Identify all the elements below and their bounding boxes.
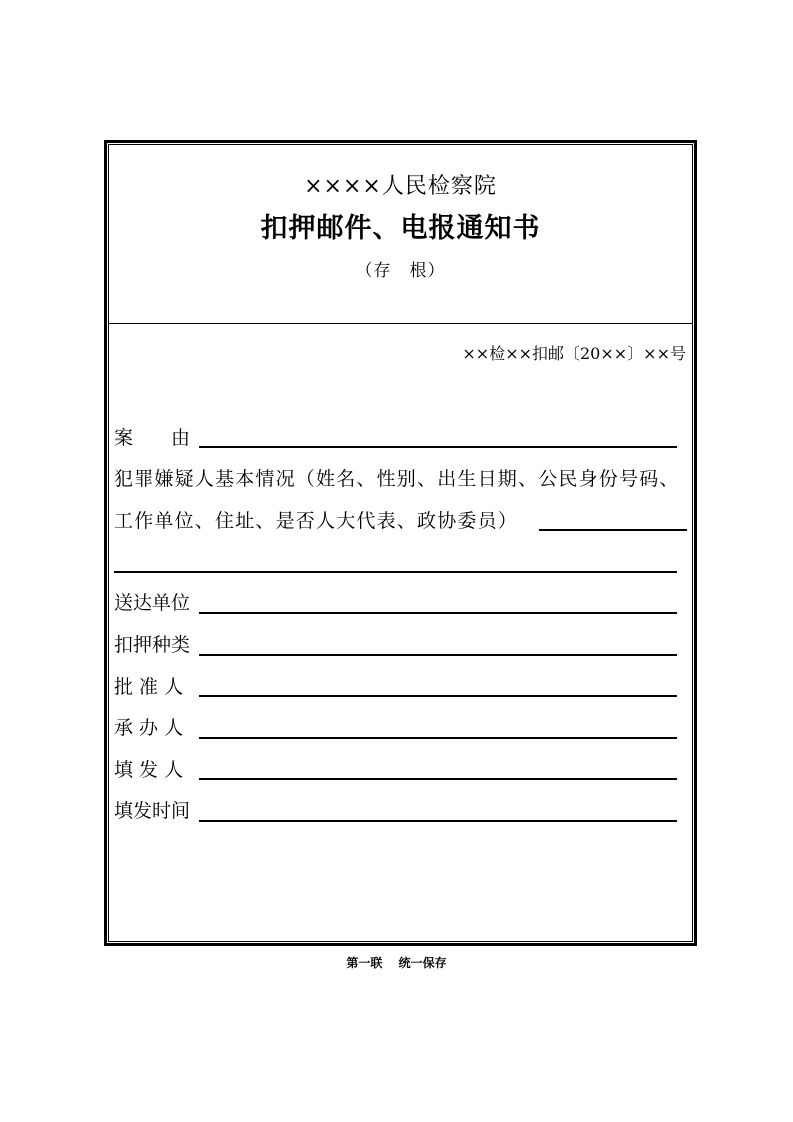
header-divider [108,323,693,324]
issuer-field[interactable] [199,778,677,780]
issuer-label: 填 发 人 [114,759,184,781]
case-reason-label: 案 由 [114,427,191,449]
delivery-unit-label: 送达单位 [114,592,191,614]
delivery-unit-field[interactable] [199,612,677,614]
approver-label: 批 准 人 [114,676,184,698]
suspect-info-label-line2: 工作单位、住址、是否人大代表、政协委员） [114,510,519,532]
handler-label: 承 办 人 [114,717,184,739]
seizure-type-field[interactable] [199,654,677,656]
suspect-info-field-line2[interactable] [114,571,677,573]
stub-label: （存 根） [355,261,446,281]
issue-time-label: 填发时间 [114,800,191,822]
approver-field[interactable] [199,695,677,697]
footer-note: 第一联 统一保存 [346,956,447,970]
agency-name: ××××人民检察院 [304,174,497,199]
case-reason-field[interactable] [199,446,677,448]
document-title: 扣押邮件、电报通知书 [260,213,541,244]
suspect-info-field-line1[interactable] [539,529,687,531]
seizure-type-label: 扣押种类 [114,634,191,656]
suspect-info-label-line1: 犯罪嫌疑人基本情况（姓名、性别、出生日期、公民身份号码、 [114,468,680,490]
handler-field[interactable] [199,737,677,739]
document-number: ××检××扣邮〔20××〕××号 [462,344,686,363]
issue-time-field[interactable] [199,820,677,822]
